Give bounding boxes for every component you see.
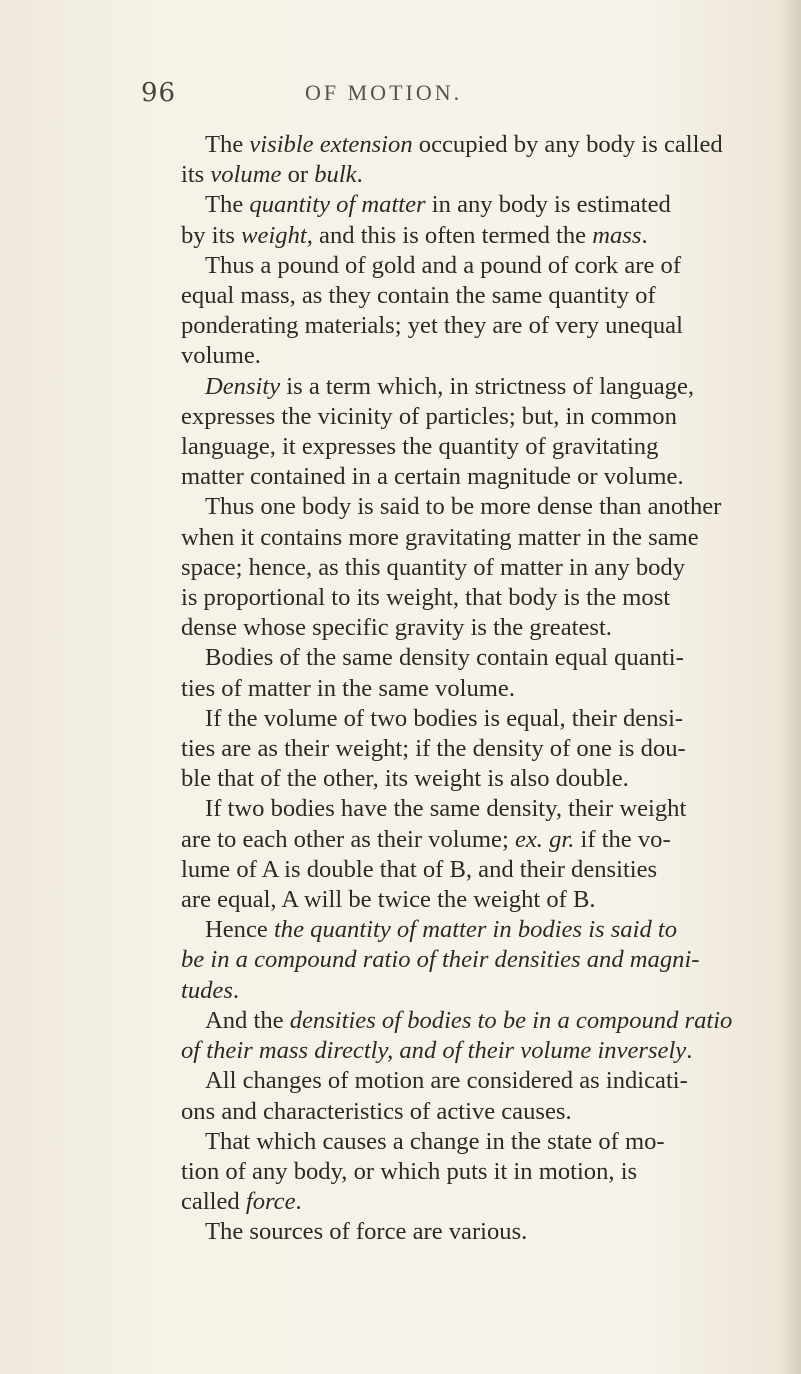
text-line — [181, 976, 739, 1006]
text-line — [181, 583, 739, 613]
text-line — [181, 704, 739, 734]
italic-text: mass — [592, 221, 642, 249]
text-run: or — [281, 161, 315, 189]
text-line — [181, 523, 739, 553]
text-line — [181, 1187, 739, 1217]
italic-text: densities of bodies to be in a compound ratio — [289, 1006, 733, 1034]
text-line — [181, 915, 739, 945]
text-run: ons and characteristics of active causes. — [181, 1097, 572, 1125]
text-run: by its — [181, 221, 242, 249]
italic-text: tudes — [181, 976, 233, 1004]
text-line — [181, 432, 739, 462]
italic-text: bulk — [314, 161, 357, 189]
text-line — [181, 674, 739, 704]
italic-text: Density — [205, 372, 281, 400]
italic-text: be in a compound ratio of their densities and magni- — [181, 946, 700, 974]
text-run: ble that of the other, its weight is also double. — [181, 765, 629, 793]
text-run: space; hence, as this quantity of matter in any body — [181, 553, 686, 581]
running-head: OF MOTION. — [305, 80, 463, 105]
body-text — [181, 130, 739, 1248]
text-run: matter contained in a certain magnitude or volume. — [181, 463, 684, 491]
text-line — [181, 1066, 739, 1096]
page-edge-shadow — [779, 0, 801, 1374]
text-run: if the vo- — [574, 825, 671, 853]
text-run: The — [205, 191, 250, 219]
text-run: occupied by any body is called — [412, 131, 723, 158]
text-line — [181, 643, 739, 673]
text-line — [181, 1006, 739, 1036]
italic-text: force — [245, 1188, 296, 1216]
text-run: its — [181, 161, 211, 189]
text-run: And the — [205, 1006, 290, 1034]
text-line — [181, 492, 739, 522]
text-line — [181, 251, 739, 281]
text-line — [181, 794, 739, 824]
text-run: Thus a pound of gold and a pound of cork are of — [205, 251, 682, 279]
text-line — [181, 855, 739, 885]
text-run: dense whose specific gravity is the greatest. — [181, 614, 612, 642]
text-run: If the volume of two bodies is equal, their densi- — [205, 704, 684, 732]
text-run: ties of matter in the same volume. — [181, 674, 515, 702]
text-run: tion of any body, or which puts it in motion, is — [181, 1157, 638, 1185]
text-line — [181, 1097, 739, 1127]
italic-text: weight — [241, 221, 307, 249]
text-line — [181, 1036, 739, 1066]
text-line — [181, 764, 739, 794]
text-run: in any body is estimated — [425, 191, 671, 219]
italic-text: of their mass directly, and of their volume inversely — [181, 1037, 687, 1065]
text-run: The — [205, 131, 250, 158]
text-line — [181, 372, 739, 402]
text-run: equal mass, as they contain the same quantity of — [181, 282, 656, 310]
text-run: are to each other as their volume; — [181, 825, 515, 853]
text-line — [181, 281, 739, 311]
text-run: lume of A is double that of B, and their densities — [181, 855, 658, 883]
text-run: is proportional to its weight, that body is the most — [181, 584, 671, 612]
text-run: That which causes a change in the state of mo- — [205, 1127, 665, 1155]
text-run: , and this is often termed the — [306, 221, 593, 249]
text-line — [181, 462, 739, 492]
text-run: . — [686, 1037, 693, 1065]
text-line — [181, 613, 739, 643]
text-run: Hence — [205, 916, 274, 944]
text-run: when it contains more gravitating matter in the same — [181, 523, 699, 551]
text-line — [181, 221, 739, 251]
text-run: . — [232, 976, 240, 1004]
text-run: . — [295, 1188, 302, 1216]
text-run: called — [181, 1188, 246, 1216]
text-run: is a term which, in strictness of language, — [280, 372, 695, 400]
text-line — [181, 1127, 739, 1157]
text-line — [181, 1157, 739, 1187]
italic-text: quantity of matter — [249, 191, 426, 219]
text-run: ponderating materials; yet they are of very unequal — [181, 312, 683, 340]
text-run: The sources of force are various. — [205, 1218, 528, 1246]
text-run: expresses the vicinity of particles; but, in common — [181, 402, 677, 430]
text-line — [181, 341, 739, 371]
text-line — [181, 160, 739, 190]
text-line — [181, 1217, 739, 1247]
page-header — [0, 78, 801, 114]
text-run: volume. — [181, 342, 261, 370]
italic-text: ex. gr. — [514, 825, 575, 853]
text-line — [181, 190, 739, 220]
text-run: If two bodies have the same density, their weight — [205, 795, 687, 823]
text-line — [181, 311, 739, 341]
text-run: Bodies of the same density contain equal quanti- — [205, 644, 684, 672]
text-run: . — [641, 221, 648, 249]
text-line — [181, 402, 739, 432]
text-run: are equal, A will be twice the weight of B. — [181, 886, 596, 914]
text-run: . — [356, 161, 363, 189]
italic-text: visible extension — [249, 131, 413, 158]
text-line — [181, 945, 739, 975]
text-run: Thus one body is said to be more dense than another — [205, 493, 722, 521]
text-run: ties are as their weight; if the density of one is dou- — [181, 735, 686, 763]
italic-text: the quantity of matter in bodies is said to — [273, 916, 678, 944]
italic-text: volume — [210, 161, 282, 189]
text-line — [181, 553, 739, 583]
text-line — [181, 130, 739, 160]
text-run: All changes of motion are considered as indicati- — [205, 1067, 688, 1095]
page-number: 96 — [141, 78, 177, 108]
text-line — [181, 825, 739, 855]
text-run: language, it expresses the quantity of gravitating — [181, 433, 659, 461]
text-line — [181, 885, 739, 915]
text-line — [181, 734, 739, 764]
